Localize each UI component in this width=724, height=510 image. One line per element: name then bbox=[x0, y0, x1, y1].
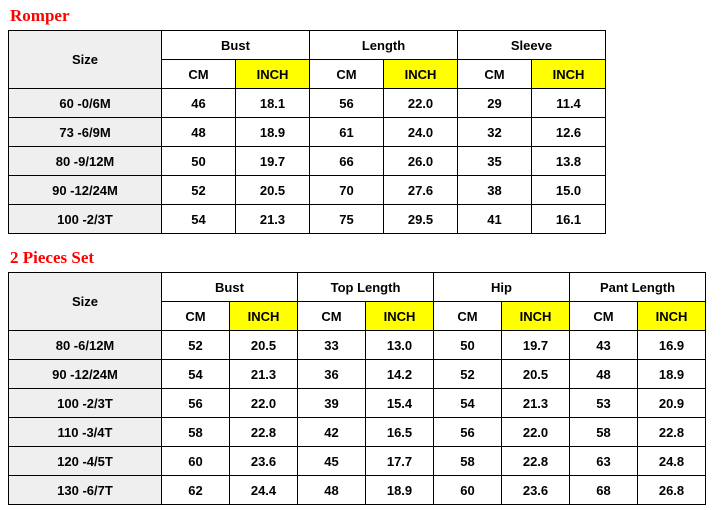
measure-value: 22.8 bbox=[638, 418, 706, 447]
measure-value: 75 bbox=[310, 205, 384, 234]
size-label: 80 -6/12M bbox=[9, 331, 162, 360]
table-row bbox=[9, 418, 706, 447]
size-label: 73 -6/9M bbox=[9, 118, 162, 147]
table-header-row bbox=[9, 31, 606, 60]
measure-value: 20.9 bbox=[638, 389, 706, 418]
column-header-size: Size bbox=[9, 273, 162, 331]
size-label: 100 -2/3T bbox=[9, 205, 162, 234]
unit-header-cm: CM bbox=[298, 302, 366, 331]
measure-value: 17.7 bbox=[366, 447, 434, 476]
measure-value: 13.8 bbox=[532, 147, 606, 176]
measure-value: 20.5 bbox=[236, 176, 310, 205]
section-title-two-pieces-set: 2 Pieces Set bbox=[10, 248, 95, 267]
measure-value: 13.0 bbox=[366, 331, 434, 360]
size-label: 80 -9/12M bbox=[9, 147, 162, 176]
table-row bbox=[9, 118, 606, 147]
measure-value: 24.0 bbox=[384, 118, 458, 147]
measure-value: 58 bbox=[162, 418, 230, 447]
measure-value: 41 bbox=[458, 205, 532, 234]
measure-value: 14.2 bbox=[366, 360, 434, 389]
size-label: 130 -6/7T bbox=[9, 476, 162, 505]
measure-value: 56 bbox=[310, 89, 384, 118]
measure-value: 18.9 bbox=[236, 118, 310, 147]
table-row bbox=[9, 147, 606, 176]
measure-value: 15.4 bbox=[366, 389, 434, 418]
measure-value: 24.8 bbox=[638, 447, 706, 476]
table-row bbox=[9, 89, 606, 118]
unit-header-cm: CM bbox=[310, 60, 384, 89]
measure-value: 11.4 bbox=[532, 89, 606, 118]
measure-value: 60 bbox=[434, 476, 502, 505]
table-row bbox=[9, 476, 706, 505]
measure-value: 36 bbox=[298, 360, 366, 389]
measure-value: 48 bbox=[570, 360, 638, 389]
measure-value: 12.6 bbox=[532, 118, 606, 147]
unit-header-inch: INCH bbox=[366, 302, 434, 331]
measure-value: 52 bbox=[434, 360, 502, 389]
unit-header-cm: CM bbox=[458, 60, 532, 89]
table-row bbox=[9, 389, 706, 418]
measure-value: 63 bbox=[570, 447, 638, 476]
measure-value: 22.0 bbox=[230, 389, 298, 418]
unit-header-inch: INCH bbox=[502, 302, 570, 331]
measure-value: 21.3 bbox=[230, 360, 298, 389]
unit-header-cm: CM bbox=[162, 302, 230, 331]
measure-value: 35 bbox=[458, 147, 532, 176]
unit-header-inch: INCH bbox=[230, 302, 298, 331]
measure-value: 20.5 bbox=[502, 360, 570, 389]
measure-value: 22.8 bbox=[230, 418, 298, 447]
measure-value: 18.9 bbox=[638, 360, 706, 389]
size-label: 60 -0/6M bbox=[9, 89, 162, 118]
measure-value: 26.0 bbox=[384, 147, 458, 176]
section-romper bbox=[0, 0, 724, 234]
measure-value: 68 bbox=[570, 476, 638, 505]
measure-value: 18.1 bbox=[236, 89, 310, 118]
two-pieces-size-table bbox=[8, 272, 706, 505]
measure-value: 54 bbox=[162, 205, 236, 234]
section-two-pieces-set bbox=[0, 234, 724, 505]
measure-value: 15.0 bbox=[532, 176, 606, 205]
measure-value: 54 bbox=[162, 360, 230, 389]
measure-value: 16.1 bbox=[532, 205, 606, 234]
romper-size-table bbox=[8, 30, 606, 234]
measure-value: 33 bbox=[298, 331, 366, 360]
measure-value: 23.6 bbox=[230, 447, 298, 476]
measure-value: 48 bbox=[298, 476, 366, 505]
column-group-pant-length: Pant Length bbox=[570, 273, 706, 302]
measure-value: 60 bbox=[162, 447, 230, 476]
table-row bbox=[9, 360, 706, 389]
measure-value: 38 bbox=[458, 176, 532, 205]
table-row bbox=[9, 447, 706, 476]
measure-value: 23.6 bbox=[502, 476, 570, 505]
measure-value: 22.0 bbox=[384, 89, 458, 118]
measure-value: 56 bbox=[162, 389, 230, 418]
unit-header-cm: CM bbox=[570, 302, 638, 331]
measure-value: 19.7 bbox=[502, 331, 570, 360]
measure-value: 21.3 bbox=[502, 389, 570, 418]
measure-value: 50 bbox=[434, 331, 502, 360]
measure-value: 29 bbox=[458, 89, 532, 118]
unit-header-cm: CM bbox=[434, 302, 502, 331]
measure-value: 21.3 bbox=[236, 205, 310, 234]
size-label: 110 -3/4T bbox=[9, 418, 162, 447]
measure-value: 16.9 bbox=[638, 331, 706, 360]
size-label: 120 -4/5T bbox=[9, 447, 162, 476]
measure-value: 29.5 bbox=[384, 205, 458, 234]
column-header-size: Size bbox=[9, 31, 162, 89]
size-label: 100 -2/3T bbox=[9, 389, 162, 418]
measure-value: 39 bbox=[298, 389, 366, 418]
column-group-length: Length bbox=[310, 31, 458, 60]
measure-value: 58 bbox=[570, 418, 638, 447]
unit-header-inch: INCH bbox=[384, 60, 458, 89]
measure-value: 50 bbox=[162, 147, 236, 176]
table-header-row bbox=[9, 273, 706, 302]
size-label: 90 -12/24M bbox=[9, 176, 162, 205]
measure-value: 18.9 bbox=[366, 476, 434, 505]
column-group-bust: Bust bbox=[162, 273, 298, 302]
measure-value: 43 bbox=[570, 331, 638, 360]
measure-value: 70 bbox=[310, 176, 384, 205]
measure-value: 20.5 bbox=[230, 331, 298, 360]
table-row bbox=[9, 205, 606, 234]
measure-value: 48 bbox=[162, 118, 236, 147]
unit-header-inch: INCH bbox=[236, 60, 310, 89]
measure-value: 27.6 bbox=[384, 176, 458, 205]
column-group-hip: Hip bbox=[434, 273, 570, 302]
size-label: 90 -12/24M bbox=[9, 360, 162, 389]
measure-value: 42 bbox=[298, 418, 366, 447]
measure-value: 52 bbox=[162, 176, 236, 205]
unit-header-cm: CM bbox=[162, 60, 236, 89]
column-group-sleeve: Sleeve bbox=[458, 31, 606, 60]
measure-value: 54 bbox=[434, 389, 502, 418]
measure-value: 24.4 bbox=[230, 476, 298, 505]
table-row bbox=[9, 176, 606, 205]
unit-header-inch: INCH bbox=[638, 302, 706, 331]
measure-value: 56 bbox=[434, 418, 502, 447]
measure-value: 26.8 bbox=[638, 476, 706, 505]
measure-value: 52 bbox=[162, 331, 230, 360]
column-group-bust: Bust bbox=[162, 31, 310, 60]
section-title-romper: Romper bbox=[10, 6, 70, 25]
measure-value: 19.7 bbox=[236, 147, 310, 176]
measure-value: 62 bbox=[162, 476, 230, 505]
measure-value: 22.8 bbox=[502, 447, 570, 476]
unit-header-inch: INCH bbox=[532, 60, 606, 89]
measure-value: 22.0 bbox=[502, 418, 570, 447]
measure-value: 46 bbox=[162, 89, 236, 118]
measure-value: 45 bbox=[298, 447, 366, 476]
measure-value: 58 bbox=[434, 447, 502, 476]
measure-value: 16.5 bbox=[366, 418, 434, 447]
measure-value: 53 bbox=[570, 389, 638, 418]
table-row bbox=[9, 331, 706, 360]
measure-value: 66 bbox=[310, 147, 384, 176]
column-group-top-length: Top Length bbox=[298, 273, 434, 302]
measure-value: 32 bbox=[458, 118, 532, 147]
measure-value: 61 bbox=[310, 118, 384, 147]
